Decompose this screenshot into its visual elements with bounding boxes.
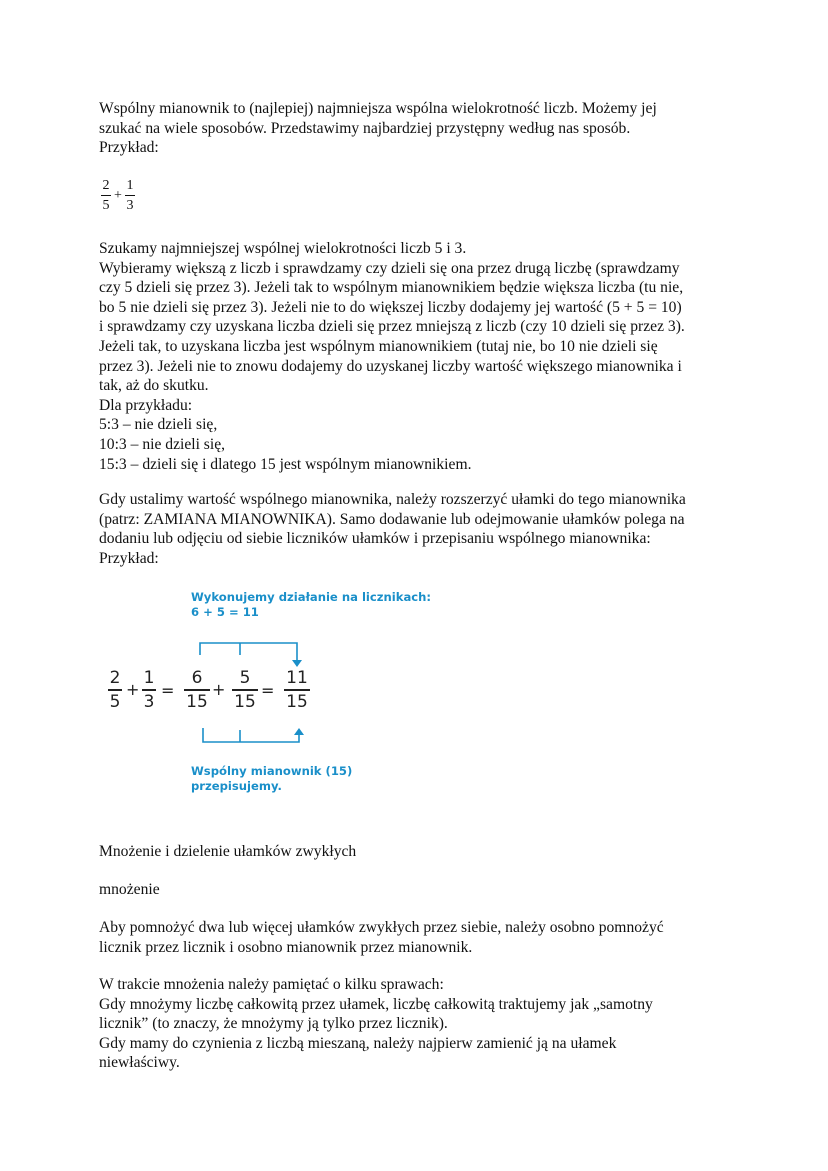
plus-operator: + [212, 680, 226, 699]
text-line: 10:3 – nie dzieli się, [99, 435, 226, 453]
text-line: Jeżeli tak, to uzyskana liczba jest wspólnym mianownikiem (tutaj nie, bo 10 nie dzieli się [99, 337, 658, 355]
caption-line: Wykonujemy działanie na licznikach: [191, 590, 432, 604]
heading-text: Mnożenie i dzielenie ułamków zwykłych [99, 843, 357, 860]
fraction [125, 177, 135, 214]
denominator: 3 [143, 691, 155, 712]
text-line: Dla przykładu: [99, 396, 193, 414]
text-line: Wybieramy większą z liczb i sprawdzamy czy dzieli się ona przez drugą liczbę (sprawdzamy [99, 259, 680, 277]
denominator: 15 [186, 691, 208, 712]
numerator: 11 [286, 668, 308, 688]
plus-operator: + [126, 680, 140, 699]
fraction-bar [184, 689, 210, 691]
fraction-bar [125, 195, 135, 196]
intro-paragraph [99, 99, 739, 158]
numerator: 6 [191, 668, 203, 688]
bottom-bracket [203, 728, 299, 742]
numerator: 2 [109, 668, 121, 688]
text-line: Gdy mnożymy liczbę całkowitą przez ułamek, liczbę całkowitą traktujemy jak „samotny [99, 995, 653, 1013]
multiplication-rule-paragraph [99, 918, 739, 957]
text-line: W trakcie mnożenia należy pamiętać o kilku sprawach: [99, 976, 444, 993]
arrow-down-icon [292, 660, 302, 667]
text-line: tak, aż do skutku. [99, 377, 209, 395]
text-line: licznik” (to znaczy, że mnożymy ją tylko przez licznik). [99, 1015, 448, 1033]
equals-operator: = [261, 681, 275, 700]
fraction-bar [108, 689, 122, 691]
text-line: czy 5 dzieli się przez 3). Jeżeli tak to wspólnym mianownikiem będzie większa liczba (tu nie, [99, 279, 684, 297]
caption-line: Wspólny mianownik (15) [191, 764, 353, 778]
denominator: 5 [109, 691, 121, 712]
denominator: 5 [102, 198, 110, 213]
text-line: Gdy mamy do czynienia z liczbą mieszaną, należy najpierw zamienić ją na ułamek [99, 1034, 617, 1052]
text-line: bo 5 nie dzieli się przez 3). Jeżeli nie to do większej liczby dodajemy jej wartość (5 + 5 = 10) [99, 298, 682, 316]
fraction-bar [284, 689, 310, 691]
fraction-bar [232, 689, 258, 691]
fraction-bar [142, 689, 156, 691]
top-bracket [200, 643, 297, 662]
arrow-up-icon [294, 728, 304, 735]
caption-line: 6 + 5 = 11 [191, 605, 259, 619]
numerator: 2 [102, 178, 110, 193]
multiplication-notes-paragraph [99, 975, 739, 1073]
section-heading [99, 842, 739, 862]
caption-line: przepisujemy. [191, 779, 282, 793]
text-line: Aby pomnożyć dwa lub więcej ułamków zwykłych przez siebie, należy osobno pomnożyć [99, 919, 664, 936]
text-line: Szukamy najmniejszej wspólnej wielokrotności liczb 5 i 3. [99, 240, 467, 257]
subsection-heading [99, 880, 739, 900]
text-line: 5:3 – nie dzieli się, [99, 416, 218, 434]
text-line: szukać na wiele sposobów. Przedstawimy najbardziej przystępny według nas sposób. [99, 119, 631, 137]
fraction-bar [101, 195, 111, 196]
text-line: Przykład: [99, 549, 159, 567]
result-fraction [284, 668, 310, 712]
text-line: niewłaściwy. [99, 1054, 180, 1072]
text-line: (patrz: ZAMIANA MIANOWNIKA). Samo dodawanie lub odejmowanie ułamków polega na [99, 510, 685, 528]
fraction [101, 177, 111, 214]
text-line: dodaniu lub odjęciu od siebie liczników ułamków i przepisaniu wspólnego mianownika: [99, 530, 651, 548]
fraction [184, 668, 210, 712]
text-line: przez 3). Jeżeli nie to znowu dodajemy do uzyskanej liczby wartość większego mianownika i [99, 357, 682, 375]
text-line: licznik przez licznik i osobno mianownik przez mianownik. [99, 938, 473, 956]
text-line: Gdy ustalimy wartość wspólnego mianownika, należy rozszerzyć ułamki do tego mianownika [99, 491, 686, 508]
numerator: 5 [239, 668, 251, 688]
denominator: 3 [126, 198, 134, 213]
numerator: 1 [143, 668, 155, 688]
numerator: 1 [126, 178, 134, 193]
text-line: Przykład: [99, 139, 159, 157]
method-paragraph [99, 239, 739, 474]
plus-operator: + [114, 188, 122, 203]
text-line: i sprawdzamy czy uzyskana liczba dzieli się przez mniejszą z liczb (czy 10 dzieli się przez 3). [99, 318, 685, 336]
equals-operator: = [161, 681, 175, 700]
denominator: 15 [234, 691, 256, 712]
text-line: 15:3 – dzieli się i dlatego 15 jest wspólnym mianownikiem. [99, 455, 472, 473]
denominator: 15 [286, 691, 308, 712]
text-line: Wspólny mianownik to (najlepiej) najmniejsza wspólna wielokrotność liczb. Możemy jej [99, 100, 657, 117]
fraction [108, 668, 122, 712]
bottom-caption [191, 764, 352, 794]
fraction [142, 668, 156, 712]
adding-paragraph [99, 490, 739, 568]
fraction [232, 668, 258, 712]
subheading-text: mnożenie [99, 881, 160, 898]
fraction-addition-diagram [105, 585, 432, 800]
